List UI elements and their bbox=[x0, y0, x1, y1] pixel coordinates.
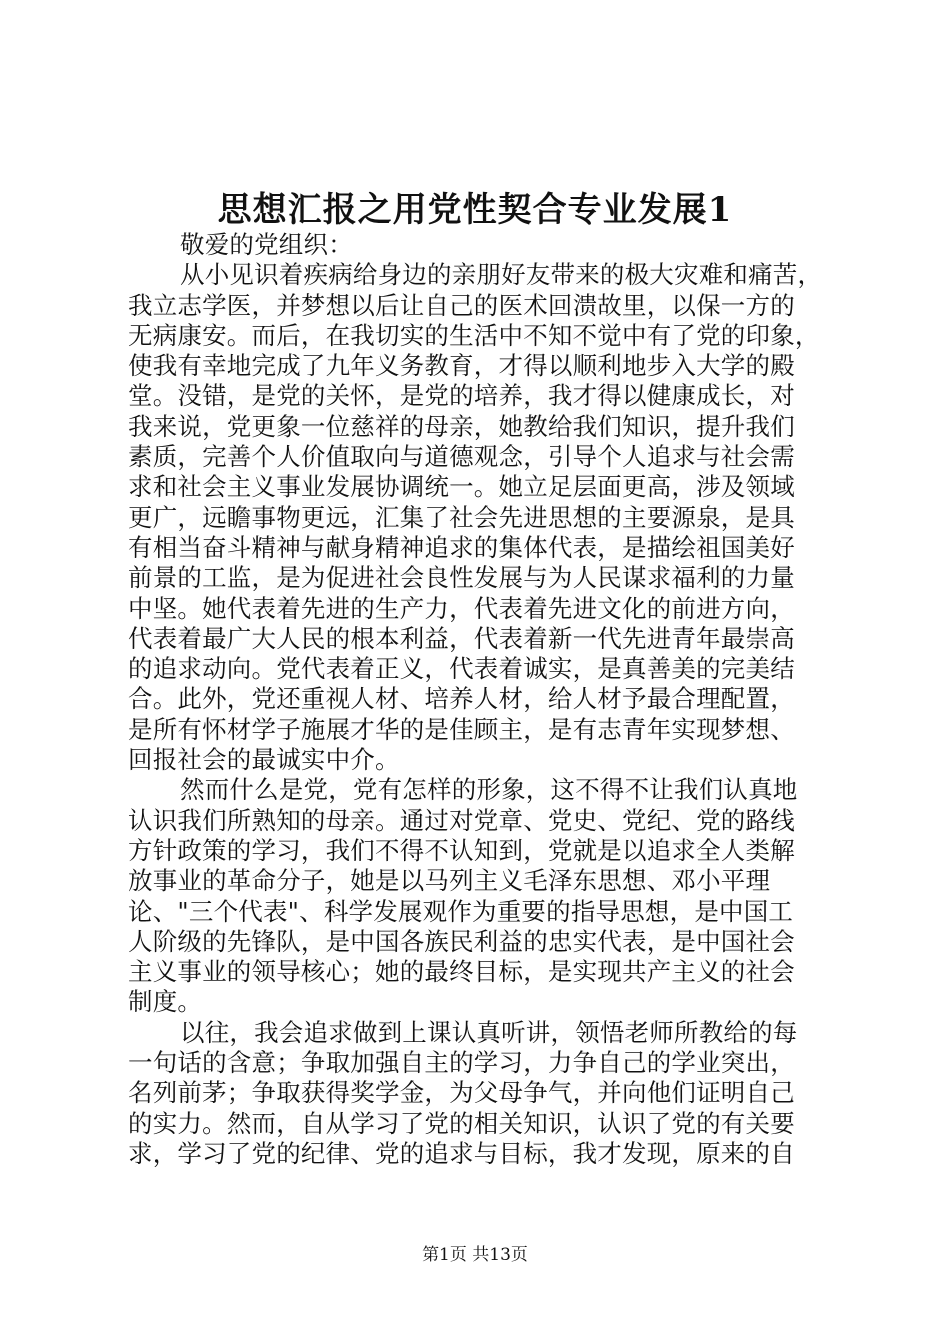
paragraph-line: 使我有幸地完成了九年义务教育，才得以顺利地步入大学的殿 bbox=[128, 351, 795, 381]
paragraph-line: 回报社会的最诚实中介。 bbox=[128, 745, 400, 775]
page-footer: 第1页 共13页 bbox=[422, 1245, 528, 1265]
document-title: 思想汇报之用党性契合专业发展1 bbox=[217, 190, 733, 230]
paragraph-line: 代表着最广大人民的根本利益，代表着新一代先进青年最崇高 bbox=[128, 623, 795, 653]
paragraph-line: 求，学习了党的纪律、党的追求与目标，我才发现，原来的自 bbox=[128, 1138, 795, 1168]
paragraph-line: 以往，我会追求做到上课认真听讲，领悟老师所教给的每 bbox=[180, 1017, 798, 1047]
paragraph-line: 一句话的含意；争取加强自主的学习，力争自己的学业突出， bbox=[128, 1048, 795, 1078]
paragraph-line: 我立志学医，并梦想以后让自己的医术回溃故里，以保一方的 bbox=[128, 290, 795, 320]
paragraph-line: 的追求动向。党代表着正义，代表着诚实，是真善美的完美结 bbox=[128, 654, 795, 684]
paragraph-line: 放事业的革命分子，她是以马列主义毛泽东思想、邓小平理 bbox=[128, 866, 771, 896]
paragraph-line: 然而什么是党，党有怎样的形象，这不得不让我们认真地 bbox=[180, 775, 798, 805]
paragraph-line: 有相当奋斗精神与献身精神追求的集体代表，是描绘祖国美好 bbox=[128, 532, 795, 562]
paragraph-line: 方针政策的学习，我们不得不认知到，党就是以追求全人类解 bbox=[128, 835, 795, 865]
paragraph-line: 合。此外，党还重视人材、培养人材，给人材予最合理配置， bbox=[128, 684, 795, 714]
document-body bbox=[128, 230, 858, 1169]
paragraph-line: 我来说，党更象一位慈祥的母亲，她教给我们知识，提升我们 bbox=[128, 411, 795, 441]
paragraph-line: 的实力。然而，自从学习了党的相关知识，认识了党的有关要 bbox=[128, 1108, 795, 1138]
paragraph-line: 主义事业的领导核心；她的最终目标，是实现共产主义的社会 bbox=[128, 957, 795, 987]
paragraph-line: 人阶级的先锋队，是中国各族民利益的忠实代表，是中国社会 bbox=[128, 926, 795, 956]
paragraph-line: 是所有怀材学子施展才华的是佳顾主，是有志青年实现梦想、 bbox=[128, 714, 795, 744]
paragraph-line: 名列前茅；争取获得奖学金，为父母争气，并向他们证明自己 bbox=[128, 1078, 795, 1108]
paragraph-line: 前景的工监，是为促进社会良性发展与为人民谋求福利的力量 bbox=[128, 563, 795, 593]
salutation: 敬爱的党组织： bbox=[180, 230, 353, 259]
paragraph-line: 素质，完善个人价值取向与道德观念，引导个人追求与社会需 bbox=[128, 442, 795, 472]
paragraph-line: 无病康安。而后，在我切实的生活中不知不觉中有了党的印象， bbox=[128, 320, 820, 350]
paragraph-line: 堂。没错，是党的关怀，是党的培养，我才得以健康成长，对 bbox=[128, 381, 795, 411]
paragraph-line: 论、"三个代表"、科学发展观作为重要的指导思想，是中国工 bbox=[128, 896, 794, 926]
paragraph-line: 制度。 bbox=[128, 987, 203, 1017]
paragraph-line: 更广，远瞻事物更远，汇集了社会先进思想的主要源泉，是具 bbox=[128, 502, 795, 532]
paragraph-line: 从小见识着疾病给身边的亲朋好友带来的极大灾难和痛苦， bbox=[180, 260, 823, 290]
paragraph-line: 求和社会主义事业发展协调统一。她立足层面更高，涉及领域 bbox=[128, 472, 795, 502]
paragraph-line: 中坚。她代表着先进的生产力，代表着先进文化的前进方向， bbox=[128, 593, 795, 623]
paragraph-line: 认识我们所熟知的母亲。通过对党章、党史、党纪、党的路线 bbox=[128, 805, 795, 835]
